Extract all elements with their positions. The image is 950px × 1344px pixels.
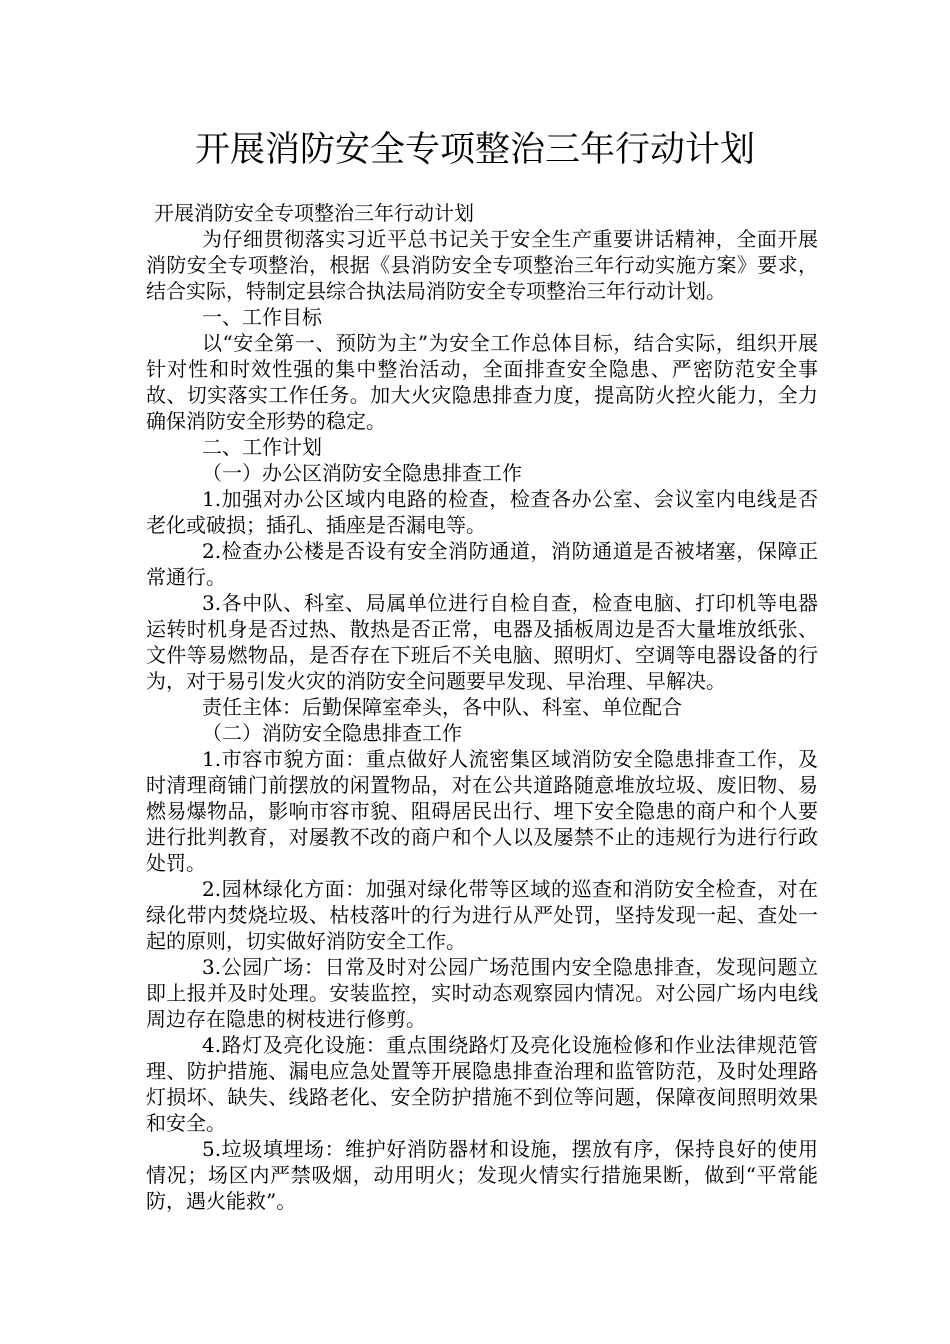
paragraph-goal: 以“安全第一、预防为主”为安全工作总体目标，结合实际，组织开展针对性和时效性强的集中整治活动，全面排查安全隐患、严密防范安全事故、切实落实工作任务。加大火灾隐患排查力度，提高防火控火能力，全力确保消防安全形势的稳定。 xyxy=(146,331,818,433)
paragraph-intro: 为仔细贯彻落实习近平总书记关于安全生产重要讲话精神，全面开展消防安全专项整治，根据《县消防安全专项整治三年行动实施方案》要求，结合实际，特制定县综合执法局消防安全专项整治三年行动计划。 xyxy=(146,227,818,303)
paragraph-inspection-item-5: 5.垃圾填埋场：维护好消防器材和设施，摆放有序，保持良好的使用情况；场区内严禁吸烟，动用明火；发现火情实行措施果断，做到“平常能防，遇火能救”。 xyxy=(146,1137,818,1213)
document-body xyxy=(146,200,818,1214)
paragraph-office-item-2: 2.检查办公楼是否设有安全消防通道，消防通道是否被堵塞，保障正常通行。 xyxy=(146,539,818,589)
document-subtitle: 开展消防安全专项整治三年行动计划 xyxy=(154,201,474,225)
paragraph-inspection-item-2: 2.园林绿化方面：加强对绿化带等区域的巡查和消防安全检查，对在绿化带内焚烧垃圾、枯枝落叶的行为进行从严处罚，坚持发现一起、查处一起的原则，切实做好消防安全工作。 xyxy=(146,877,818,953)
paragraph-office-item-1: 1.加强对办公区域内电路的检查，检查各办公室、会议室内电线是否老化或破损；插孔、插座是否漏电等。 xyxy=(146,487,818,537)
paragraph-inspection-item-4: 4.路灯及亮化设施：重点围绕路灯及亮化设施检修和作业法律规范管理、防护措施、漏电应急处置等开展隐患排查治理和监管防范，及时处理路灯损坏、缺失、线路老化、安全防护措施不到位等问题，保障夜间照明效果和安全。 xyxy=(146,1033,818,1135)
subsection-heading-inspection: （二）消防安全隐患排查工作 xyxy=(202,721,462,745)
document-title: 开展消防安全专项整治三年行动计划 xyxy=(194,130,755,170)
paragraph-inspection-item-3: 3.公园广场：日常及时对公园广场范围内安全隐患排查，发现问题立即上报并及时处理。安装监控，实时动态观察园内情况。对公园广场内电线周边存在隐患的树枝进行修剪。 xyxy=(146,955,818,1031)
paragraph-office-item-3: 3.各中队、科室、局属单位进行自检自查，检查电脑、打印机等电器运转时机身是否过热、散热是否正常，电器及插板周边是否大量堆放纸张、文件等易燃物品，是否存在下班后不关电脑、照明灯、空调等电器设备的行为，对于易引发火灾的消防安全问题要早发现、早治理、早解决。 xyxy=(146,591,818,693)
section-heading-goal: 一、工作目标 xyxy=(202,305,322,329)
paragraph-responsibility: 责任主体：后勤保障室牵头，各中队、科室、单位配合 xyxy=(202,695,682,719)
paragraph-inspection-item-1: 1.市容市貌方面：重点做好人流密集区域消防安全隐患排查工作，及时清理商铺门前摆放的闲置物品，对在公共道路随意堆放垃圾、废旧物、易燃易爆物品，影响市容市貌、阻碍居民出行、埋下安全隐患的商户和个人要进行批判教育，对屡教不改的商户和个人以及屡禁不止的违规行为进行行政处罚。 xyxy=(146,747,818,875)
section-heading-plan: 二、工作计划 xyxy=(202,435,322,459)
subsection-heading-office: （一）办公区消防安全隐患排查工作 xyxy=(202,461,522,485)
